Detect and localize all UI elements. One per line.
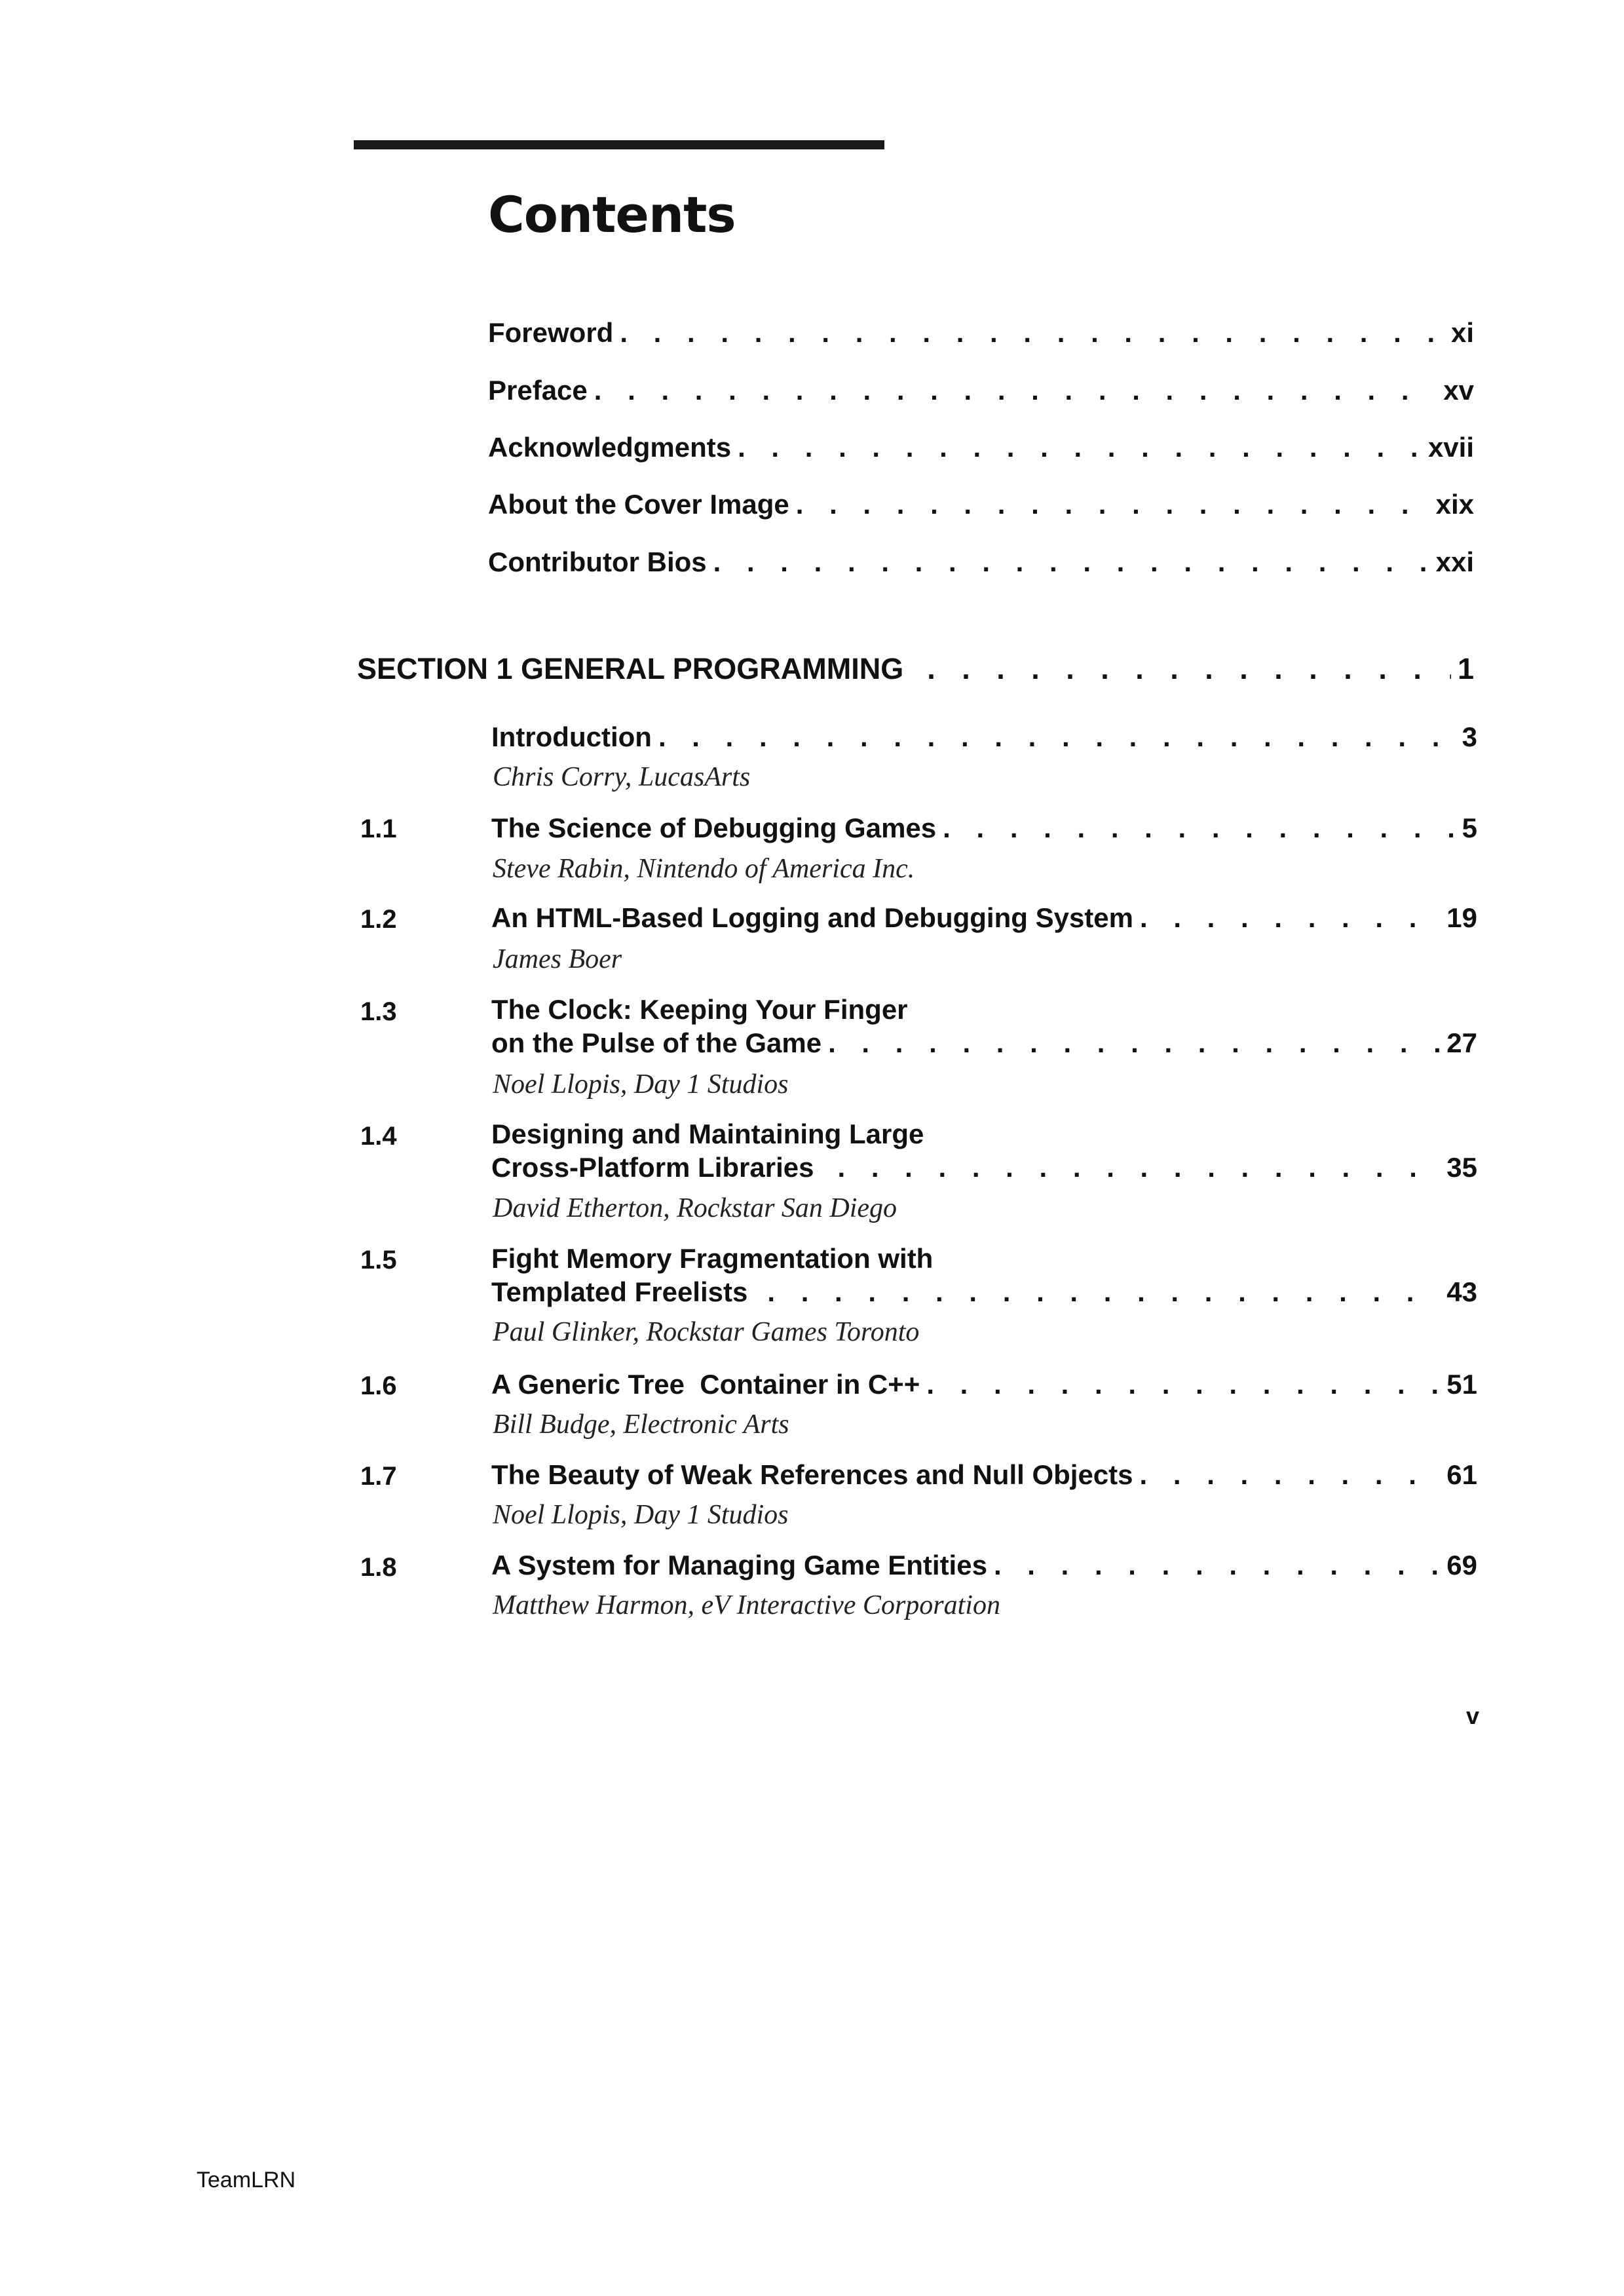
- entry-author: Steve Rabin, Nintendo of America Inc.: [493, 854, 915, 884]
- toc-page: xix: [1435, 489, 1474, 520]
- toc-entry-1-7[interactable]: [491, 1461, 1477, 1489]
- toc-entry-1-1[interactable]: [491, 814, 1477, 842]
- toc-page: 3: [1462, 721, 1477, 752]
- toc-front-contributor-bios[interactable]: [488, 548, 1474, 576]
- entry-number: 1.8: [360, 1553, 397, 1582]
- toc-section-heading[interactable]: [357, 654, 1474, 683]
- toc-front-cover-image[interactable]: [488, 491, 1474, 518]
- toc-title-line: The Clock: Keeping Your Finger: [491, 994, 908, 1025]
- dot-leader: [738, 434, 1422, 461]
- toc-title: About the Cover Image: [488, 489, 789, 520]
- toc-page: 61: [1446, 1459, 1477, 1490]
- toc-page: 51: [1446, 1369, 1477, 1400]
- watermark-text: TeamLRN: [197, 2168, 296, 2192]
- toc-title: Contributor Bios: [488, 546, 707, 577]
- entry-author: Noel Llopis, Day 1 Studios: [493, 1069, 789, 1100]
- dot-leader: [837, 1154, 1440, 1181]
- entry-number: 1.5: [360, 1246, 397, 1274]
- toc-title: Preface: [488, 375, 588, 406]
- toc-front-acknowledgments[interactable]: [488, 434, 1474, 461]
- toc-title: An HTML-Based Logging and Debugging System: [491, 902, 1133, 933]
- toc-title: Cross-Platform Libraries: [491, 1152, 814, 1183]
- dot-leader: [620, 319, 1445, 347]
- toc-page: 69: [1446, 1550, 1477, 1580]
- entry-author: Bill Budge, Electronic Arts: [493, 1409, 789, 1440]
- toc-entry-1-2[interactable]: [491, 904, 1477, 932]
- toc-page: xxi: [1435, 546, 1474, 577]
- toc-page: 27: [1446, 1027, 1477, 1058]
- entry-number: 1.7: [360, 1462, 397, 1491]
- dot-leader: [767, 1278, 1440, 1306]
- dot-leader: [828, 1029, 1440, 1057]
- dot-leader: [927, 654, 1451, 683]
- entry-number: 1.1: [360, 814, 397, 843]
- toc-page: 43: [1446, 1276, 1477, 1307]
- dot-leader: [713, 548, 1429, 576]
- toc-title: Acknowledgments: [488, 432, 732, 463]
- toc-title-line: Designing and Maintaining Large: [491, 1119, 924, 1149]
- toc-entry-1-6[interactable]: [491, 1371, 1477, 1398]
- toc-front-preface[interactable]: [488, 377, 1474, 404]
- toc-front-foreword[interactable]: [488, 319, 1474, 347]
- toc-page: xi: [1450, 317, 1474, 348]
- top-rule: [354, 140, 884, 149]
- entry-author: Paul Glinker, Rockstar Games Toronto: [493, 1317, 920, 1347]
- entry-number: 1.2: [360, 905, 397, 934]
- toc-page: xv: [1443, 375, 1474, 406]
- entry-author: Matthew Harmon, eV Interactive Corporation: [493, 1590, 1000, 1620]
- toc-title: Introduction: [491, 721, 652, 752]
- toc-page: 35: [1446, 1152, 1477, 1183]
- entry-author: James Boer: [493, 944, 622, 974]
- toc-title: A System for Managing Game Entities: [491, 1550, 987, 1580]
- dot-leader: [1140, 1461, 1441, 1489]
- toc-entry-1-8[interactable]: [491, 1552, 1477, 1579]
- toc-page: 19: [1446, 902, 1477, 933]
- toc-page: 5: [1462, 813, 1477, 843]
- section-title: SECTION 1 GENERAL PROGRAMMING: [357, 652, 904, 685]
- toc-entry-1-4[interactable]: [491, 1154, 1477, 1181]
- entry-author: Noel Llopis, Day 1 Studios: [493, 1500, 789, 1530]
- page-number: v: [1466, 1702, 1480, 1729]
- dot-leader: [1140, 904, 1440, 932]
- entry-number: 1.4: [360, 1122, 397, 1151]
- section-page: 1: [1457, 652, 1474, 685]
- dot-leader: [658, 723, 1456, 751]
- dot-leader: [796, 491, 1429, 518]
- dot-leader: [594, 377, 1437, 404]
- toc-entry-1-3[interactable]: [491, 1029, 1477, 1057]
- toc-title: on the Pulse of the Game: [491, 1027, 822, 1058]
- entry-author: David Etherton, Rockstar San Diego: [493, 1193, 897, 1223]
- page-title: Contents: [488, 185, 736, 244]
- toc-title: Templated Freelists: [491, 1276, 748, 1307]
- entry-author: Chris Corry, LucasArts: [493, 762, 751, 792]
- toc-title-line: Fight Memory Fragmentation with: [491, 1243, 934, 1274]
- dot-leader: [994, 1552, 1440, 1579]
- toc-entry-introduction[interactable]: [491, 723, 1477, 751]
- dot-leader: [943, 814, 1456, 842]
- entry-number: 1.3: [360, 997, 397, 1026]
- entry-number: 1.6: [360, 1371, 397, 1400]
- dot-leader: [926, 1371, 1440, 1398]
- toc-title: The Science of Debugging Games: [491, 813, 937, 843]
- toc-entry-1-5[interactable]: [491, 1278, 1477, 1306]
- toc-page: xvii: [1427, 432, 1474, 463]
- toc-title: A Generic Tree Container in C++: [491, 1369, 920, 1400]
- toc-title: The Beauty of Weak References and Null Objects: [491, 1459, 1133, 1490]
- toc-title: Foreword: [488, 317, 614, 348]
